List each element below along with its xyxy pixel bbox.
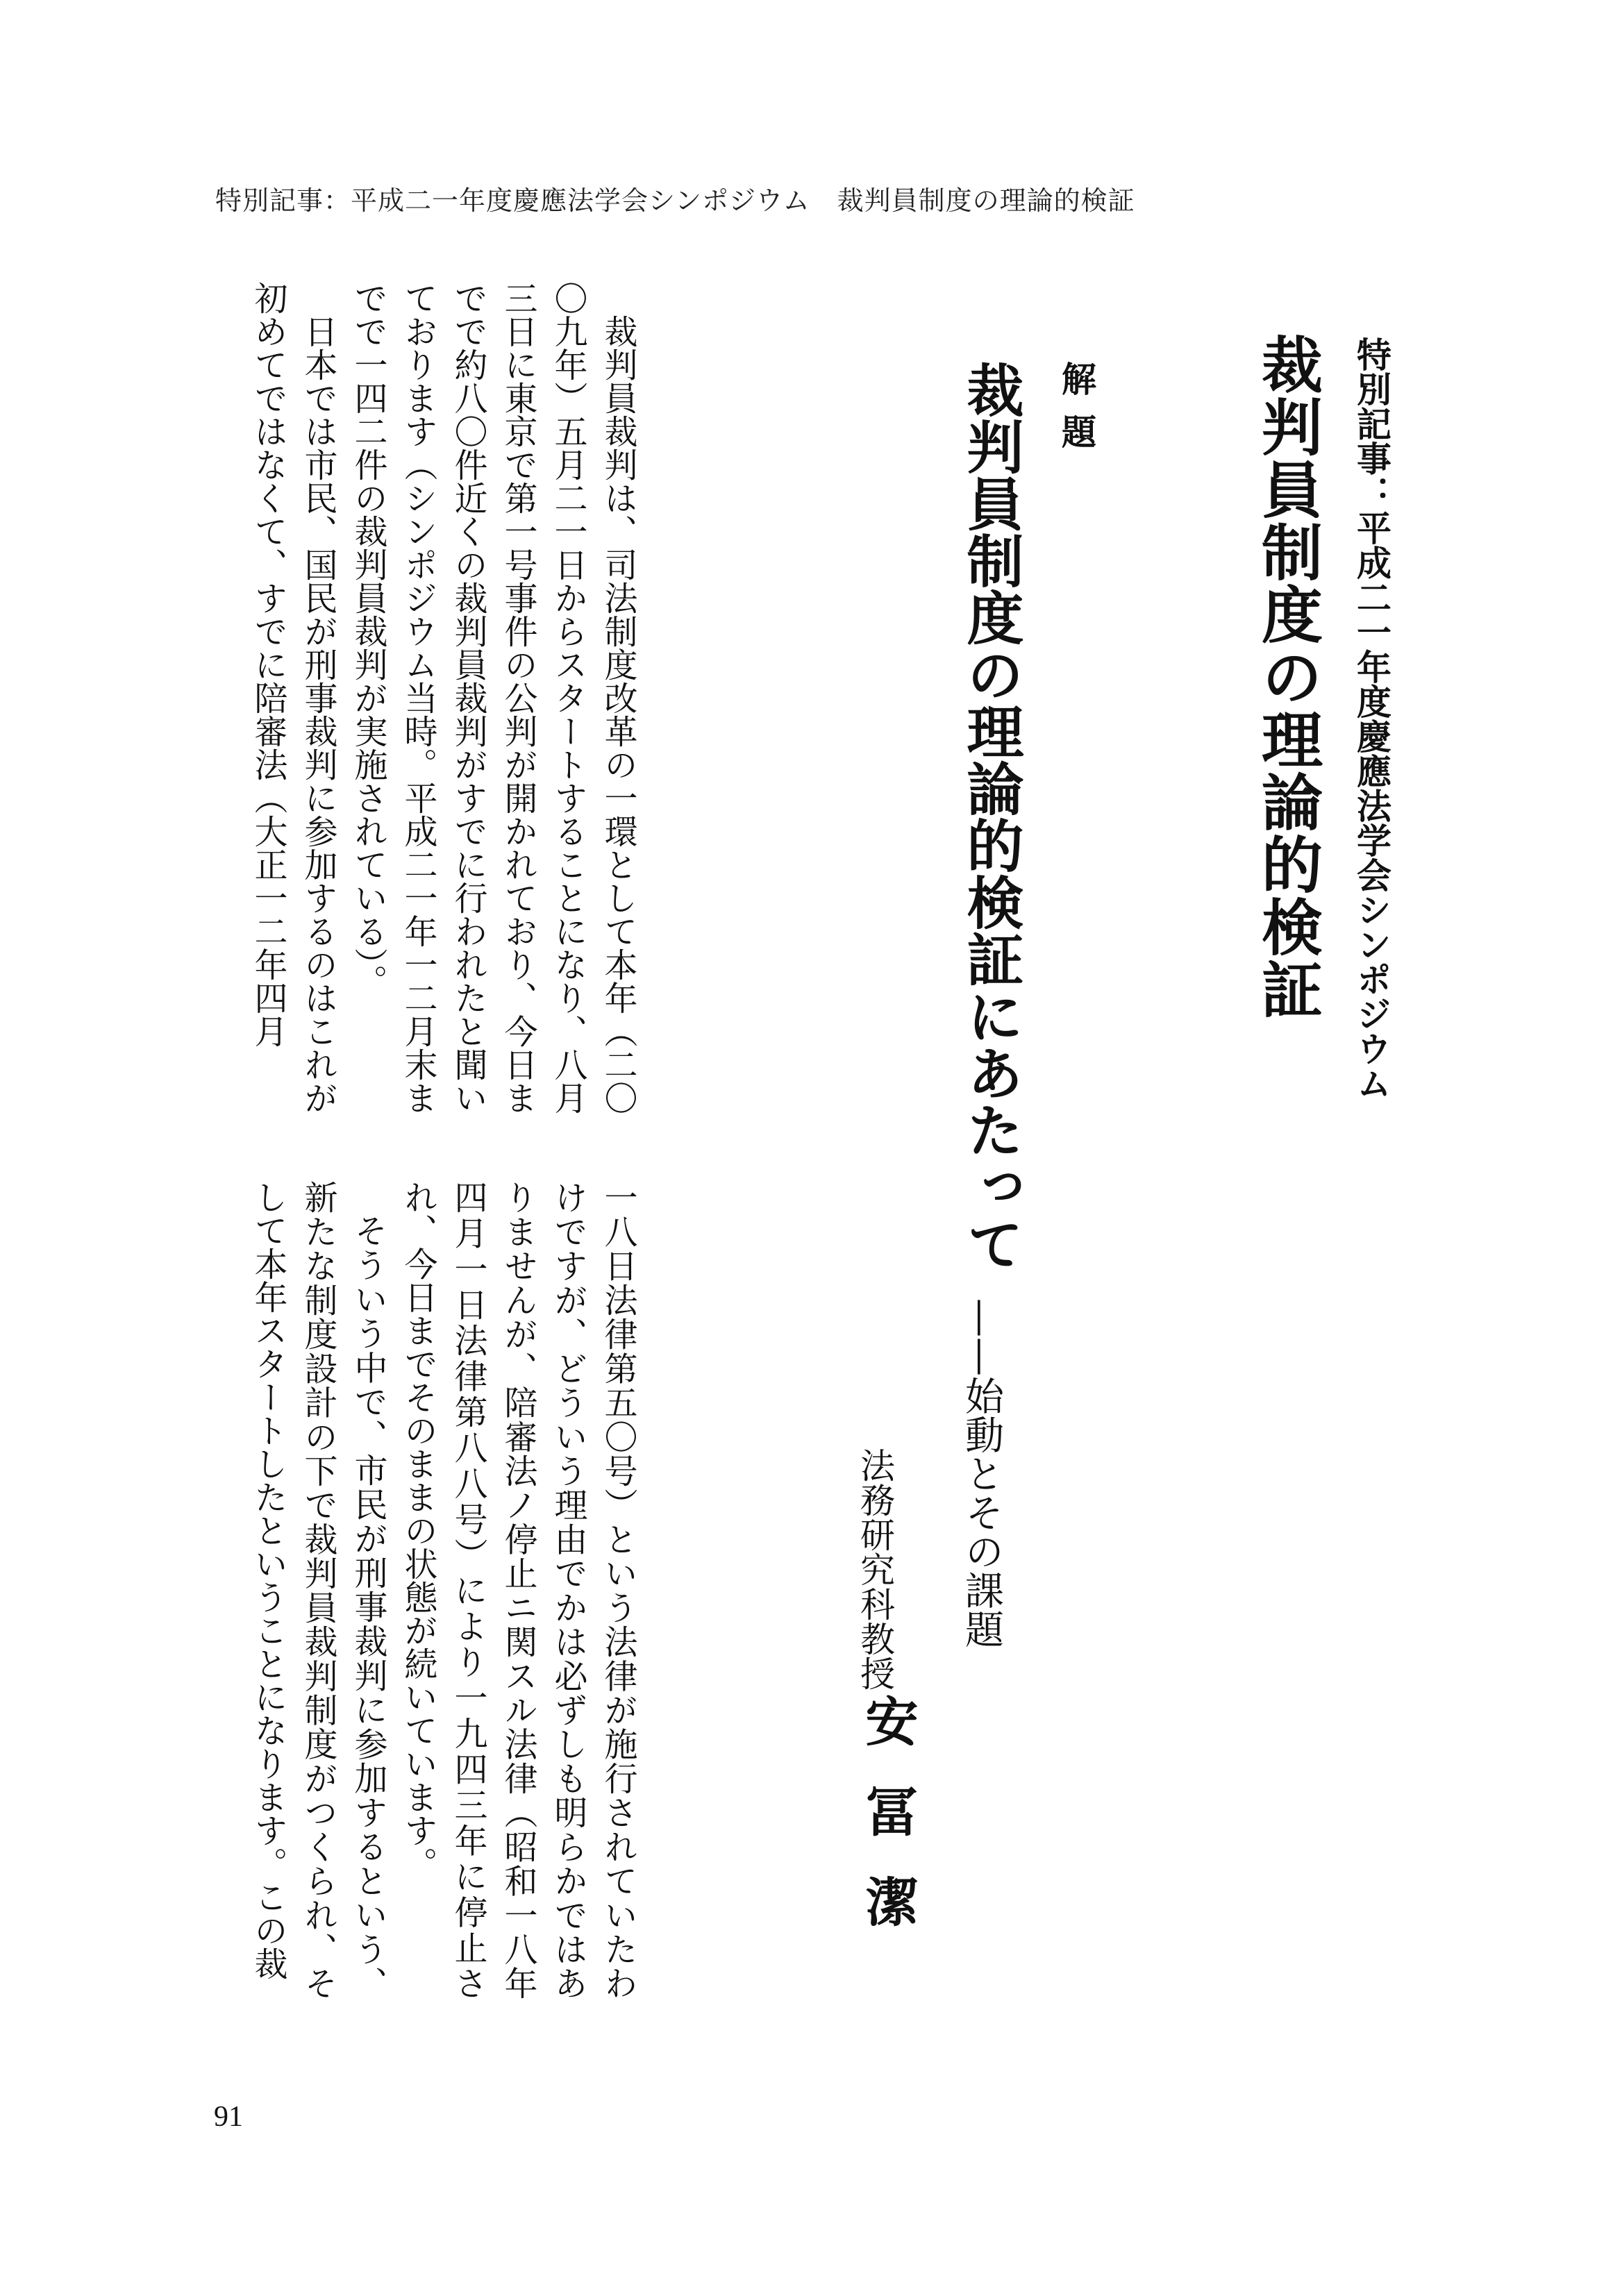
running-header: 特別記事：平成二一年度慶應法学会シンポジウム 裁判員制度の理論的検証 (215, 185, 1135, 216)
page-number: 91 (214, 2101, 243, 2133)
article-title: 裁判員制度の理論的検証にあたって (958, 361, 1023, 1272)
series-title: 裁判員制度の理論的検証 (1252, 333, 1323, 1021)
article-subtitle: ——始動とその課題 (959, 1298, 1004, 1648)
series-label: 特別記事：平成二一年度慶應法学会シンポジウム (1351, 337, 1391, 1100)
body-paragraph: 一八日法律第五〇号）という法律が施行されていたわけですが、どういう理由でかは必ずしも明らかではありませんが、陪審法ノ停止ニ関スル法律（昭和一八年四月一日法律第八八号）により一九四三年に停止され、今日までそのままの状態が続いています。 (399, 1180, 637, 2000)
body-paragraph: そういう中で、市民が刑事裁判に参加するという、新たな制度設計の下で裁判員裁判制度がつくられ、そして本年スタートしたということになります。この裁 (249, 1180, 387, 2000)
body-text-lower (46, 1180, 643, 2000)
section-label: 解題 (1056, 361, 1096, 467)
author-name: 安冨潔 (857, 1694, 919, 1965)
body-paragraph: 裁判員裁判は、司法制度改革の一環として本年（二〇〇九年）五月二一日からスタートすることになり、八月三日に東京で第一号事件の公判が開かれており、今日までで約八〇件近くの裁判員裁判がすでに行われたと聞いております（シンポジウム当時。平成二一年一二月末までで一四二件の裁判員裁判が実施されている）。 (349, 281, 637, 1114)
body-text-upper (46, 281, 643, 1114)
body-paragraph: 日本では市民、国民が刑事裁判に参加するのはこれが初めてではなくて、すでに陪審法（大正一二年四月 (249, 281, 337, 1114)
author-affiliation: 法務研究科教授 (855, 1448, 895, 1691)
